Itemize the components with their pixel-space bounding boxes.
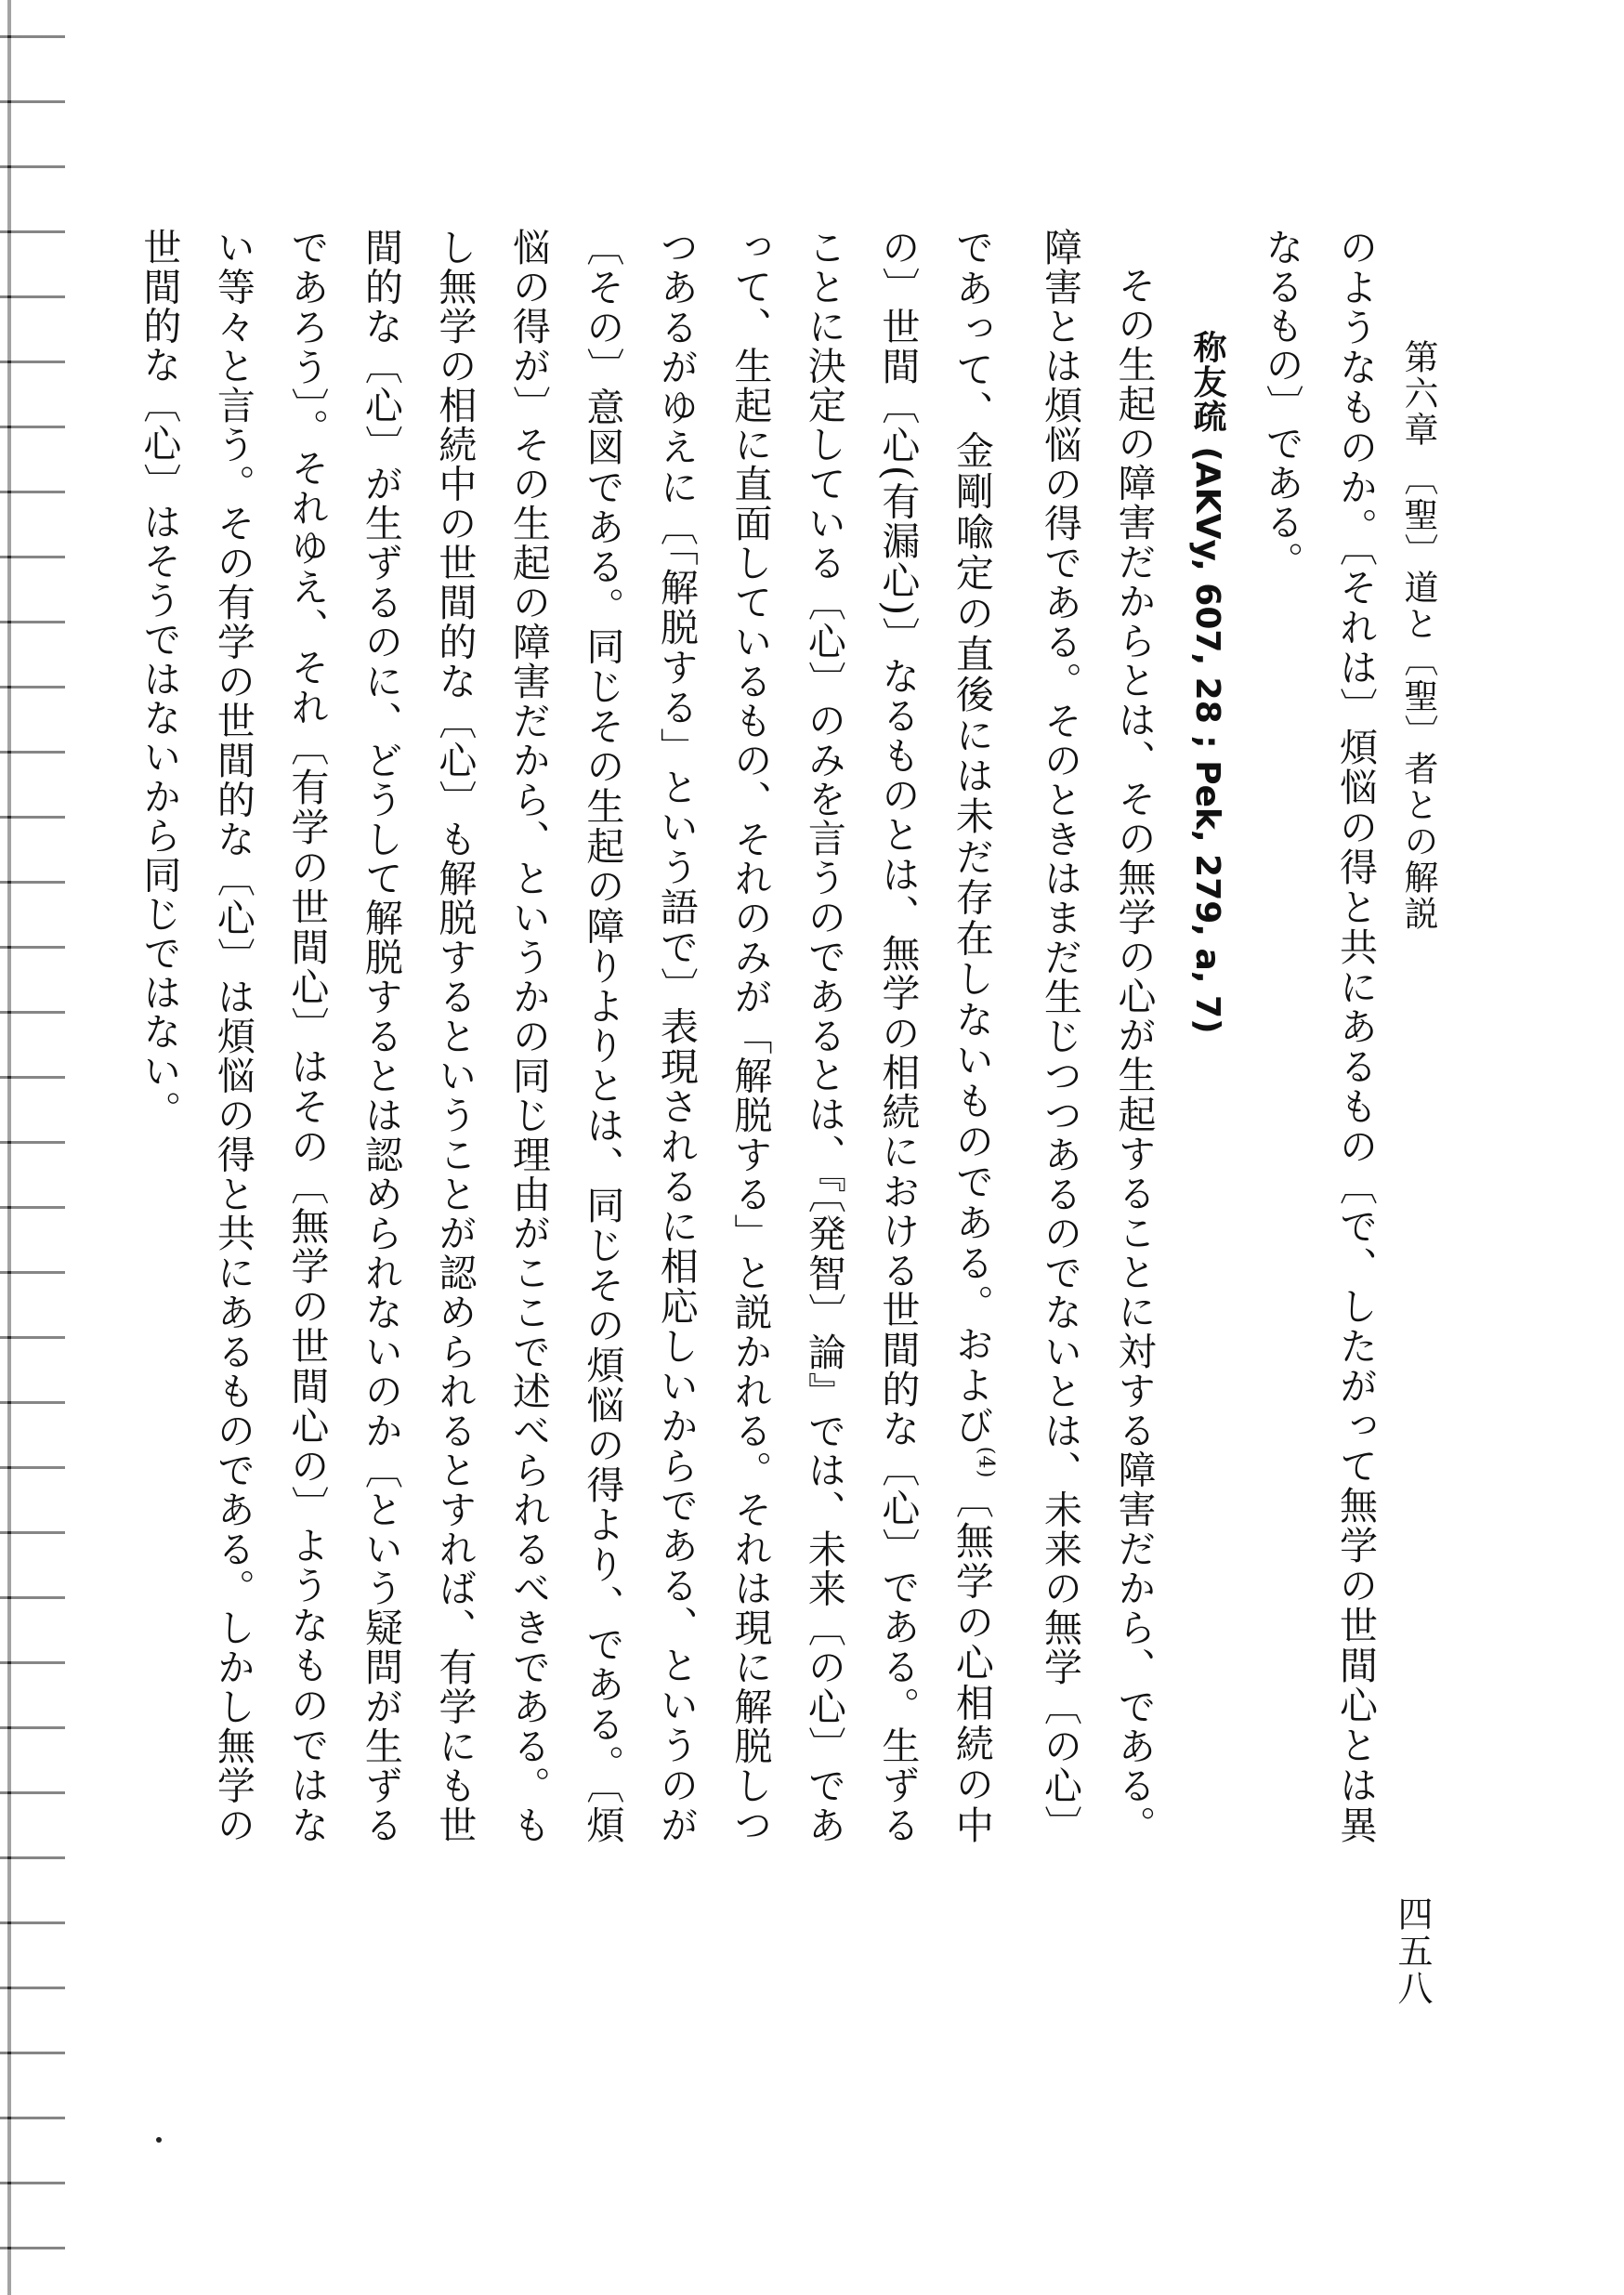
running-header: 第六章 〔聖〕道と〔聖〕者との解説 [1398, 339, 1438, 932]
scan-speck [156, 2137, 162, 2143]
commentary-text-part2: 〔無学の心相続の中の〕世間〔心(有漏心)〕なるものとは、無学の相続における世間的な〔心〕である。生ずることに決定している〔心〕のみを言うのであるとは、『〔発智〕論』では、未来〔の心〕であって、生起に直面しているもの、それのみが「解脱する」と説かれる。それは現に解脱しつつあるがゆえに〔「解脱する」という語で〕表現されるに相応しいからである、というのが〔その〕意図である。同じその生起の障りよりとは、同じその煩悩の得より、である。〔煩悩の得が〕その生起の障害だから、というかの同じ理由がここで述べられるべきである。もし無学の相続中の世間的な〔心〕も解脱するということが認められるとすれば、有学にも世間的な〔心〕が生ずるのに、どうして解脱するとは認められないのか〔という疑問が生ずるであろう〕。それゆえ、それ〔有学の世間心〕はその〔無学の世間心の〕ようなものではない等々と言う。その有学の世間的な〔心〕は煩悩の得と共にあるものである。しかし無学の世間的な〔心〕はそうではないから同じではない。 [137, 228, 994, 1844]
body-text [137, 228, 1392, 1844]
commentary-label: 称友疏 [1188, 330, 1226, 434]
commentary-citation: (AKVy, 607, 28 ; Pek, 279, a, 7) [1188, 446, 1226, 1034]
footnote-ref: (4) [974, 1446, 998, 1479]
continuation-paragraph: のようなものか。〔それは〕煩悩の得と共にあるもの〔で、したがって無学の世間心とは異なるもの〕である。 [1259, 228, 1378, 1844]
commentary-paragraph [122, 228, 1171, 1844]
page-number: 四五八 [1392, 1895, 1433, 2007]
commentary-text-part1: その生起の障害だからとは、その無学の心が生起することに対する障害だから、である。障害とは煩悩の得である。そのときはまだ生じつつあるのでないとは、未来の無学〔の心〕であって、金剛喩定の直後には未だ存在しないものである。および [949, 228, 1157, 1844]
commentary-heading [1171, 228, 1245, 1844]
binding-edge-artifact [0, 0, 65, 2295]
